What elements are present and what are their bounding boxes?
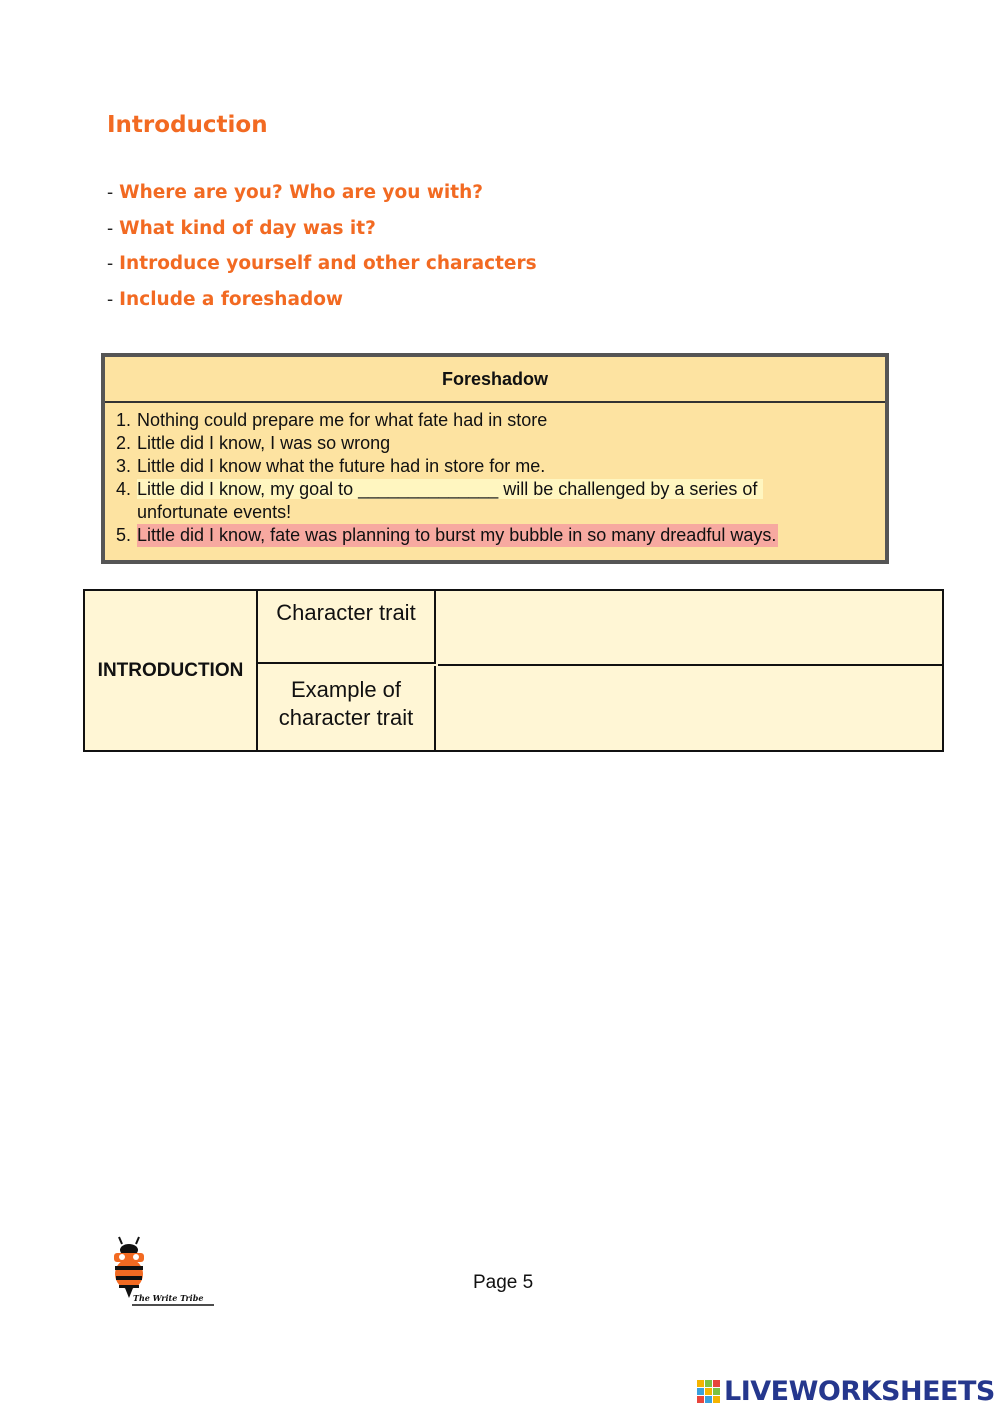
- bullet-text: What kind of day was it?: [119, 217, 376, 239]
- liveworksheets-watermark: [697, 1376, 995, 1407]
- bullet-text: Where are you? Who are you with?: [119, 182, 483, 203]
- highlighted-text: Little did I know, fate was planning to burst my bubble in so many dreadful ways.: [137, 525, 777, 545]
- row-header-introduction: INTRODUCTION: [85, 591, 258, 750]
- liveworksheets-blocks-icon: [697, 1380, 721, 1404]
- list-item: - What kind of day was it?: [107, 216, 376, 239]
- list-item: - Where are you? Who are you with?: [107, 181, 483, 203]
- character-trait-answer-field[interactable]: [438, 591, 942, 666]
- section-title: Introduction: [107, 112, 268, 138]
- page-number: Page 5: [473, 1272, 534, 1293]
- example-trait-answer-field[interactable]: [438, 666, 942, 750]
- foreshadow-item: 5. Little did I know, fate was planning to burst my bubble in so many dreadful ways.: [116, 525, 777, 545]
- bullet-text: Introduce yourself and other characters: [119, 253, 537, 274]
- guidance-list: [107, 178, 537, 320]
- logo-caption: The Write Tribe: [133, 1293, 204, 1303]
- list-item: - Introduce yourself and other characters: [107, 252, 537, 274]
- list-item: - Include a foreshadow: [107, 287, 343, 310]
- bullet-text: Include a foreshadow: [119, 288, 343, 310]
- foreshadow-item: 3. Little did I know what the future had in store for me.: [116, 456, 546, 476]
- foreshadow-title: Foreshadow: [105, 357, 885, 403]
- foreshadow-item: 1. Nothing could prepare me for what fate had in store: [116, 410, 548, 430]
- watermark-text: LIVEWORKSHEETS: [724, 1376, 995, 1407]
- example-trait-label: Example of character trait: [258, 666, 436, 750]
- introduction-table: [83, 589, 944, 752]
- foreshadow-box: [101, 353, 889, 564]
- foreshadow-item: 2. Little did I know, I was so wrong: [116, 433, 391, 453]
- character-trait-label: Character trait: [258, 591, 436, 664]
- foreshadow-item: 4. Little did I know, my goal to ______________ will be challenged by a series of unfortunate events!: [116, 478, 885, 524]
- foreshadow-list: [105, 403, 885, 547]
- highlighted-text: Little did I know, my goal to ______________ will be challenged by a series of: [137, 479, 763, 499]
